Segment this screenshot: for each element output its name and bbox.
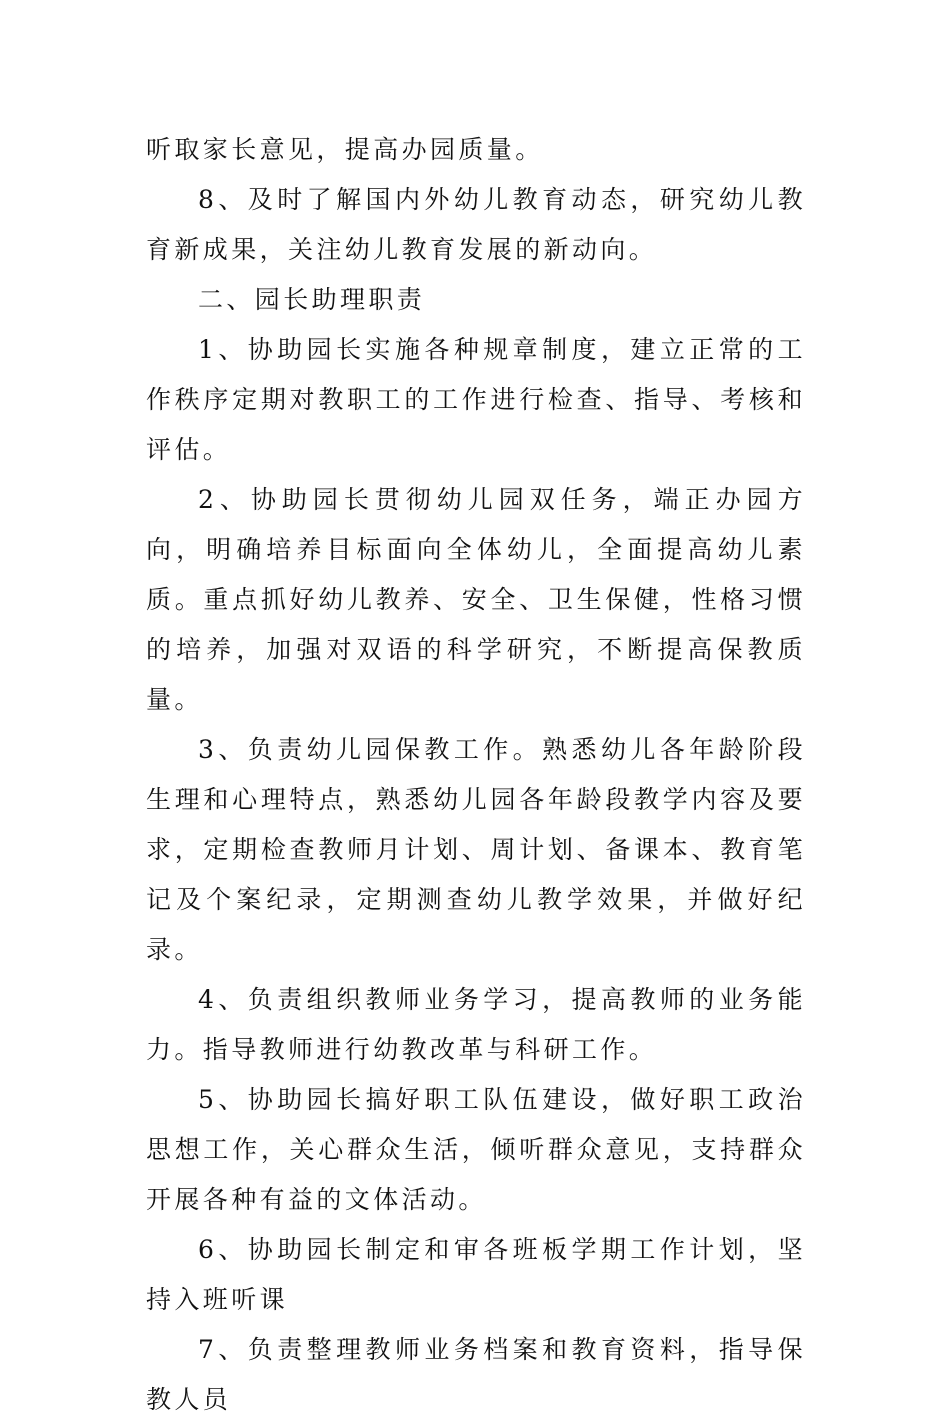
paragraph-item-2: 2、协助园长贯彻幼儿园双任务，端正办园方向，明确培养目标面向全体幼儿，全面提高幼儿素质。重点抓好幼儿教养、安全、卫生保健，性格习惯的培养，加强对双语的科学研究，不断提高保教质量。	[146, 485, 806, 714]
paragraph-item-5: 5、协助园长搞好职工队伍建设，做好职工政治思想工作，关心群众生活，倾听群众意见，支持群众开展各种有益的文体活动。	[146, 1085, 806, 1214]
paragraph-item-8: 8、及时了解国内外幼儿教育动态，研究幼儿教育新成果，关注幼儿教育发展的新动向。	[146, 185, 806, 264]
paragraph-item-1: 1、协助园长实施各种规章制度，建立正常的工作秩序定期对教职工的工作进行检查、指导、考核和评估。	[146, 335, 806, 464]
paragraph-item-7: 7、负责整理教师业务档案和教育资料，指导保教人员	[146, 1335, 806, 1414]
paragraph-item-4: 4、负责组织教师业务学习，提高教师的业务能力。指导教师进行幼教改革与科研工作。	[146, 985, 806, 1064]
paragraph-item-6: 6、协助园长制定和审各班板学期工作计划，坚持入班听课	[146, 1235, 806, 1314]
paragraph-item-3: 3、负责幼儿园保教工作。熟悉幼儿各年龄阶段生理和心理特点，熟悉幼儿园各年龄段教学内容及要求，定期检查教师月计划、周计划、备课本、教育笔记及个案纪录，定期测查幼儿教学效果，并做好纪录。	[146, 735, 806, 964]
section-heading-assistant-duties: 二、园长助理职责	[198, 285, 426, 314]
paragraph-continuation: 听取家长意见，提高办园质量。	[146, 135, 544, 164]
document-body	[146, 125, 806, 1425]
